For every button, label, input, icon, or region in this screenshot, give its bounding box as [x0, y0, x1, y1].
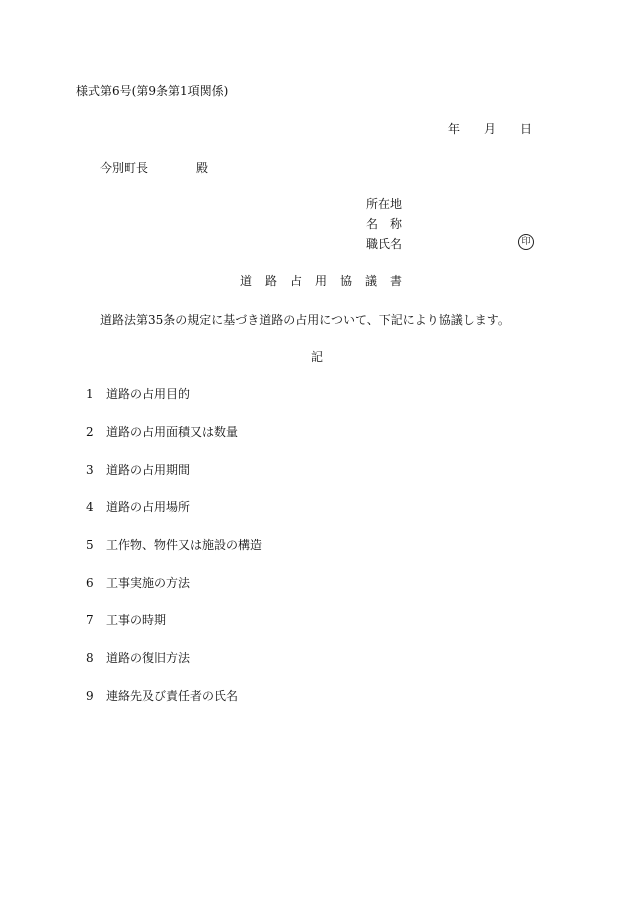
addressee-name: 今別町長	[100, 161, 149, 175]
list-item	[86, 650, 190, 666]
date-line	[448, 121, 532, 137]
item-label: 道路の占用面積又は数量	[106, 425, 239, 439]
list-item	[86, 499, 190, 515]
applicant-address-label: 所在地	[366, 197, 403, 211]
addressee-honorific: 殿	[196, 161, 209, 175]
form-number: 様式第6号(第9条第1項関係)	[76, 84, 229, 98]
item-label: 連絡先及び責任者の氏名	[106, 689, 239, 703]
item-label: 道路の占用目的	[106, 387, 191, 401]
item-number: 7	[86, 613, 94, 627]
item-number: 8	[86, 651, 94, 665]
item-label: 道路の占用期間	[106, 463, 191, 477]
body-text: 道路法第35条の規定に基づき道路の占用について、下記により協議します。	[100, 313, 510, 327]
item-label: 道路の復旧方法	[106, 651, 191, 665]
item-label: 工事実施の方法	[106, 576, 191, 590]
item-label: 工事の時期	[106, 613, 167, 627]
list-item	[86, 424, 238, 440]
item-number: 2	[86, 425, 94, 439]
item-number: 9	[86, 689, 94, 703]
list-item	[86, 537, 262, 553]
applicant-representative-label: 職氏名	[366, 237, 403, 251]
list-item	[86, 688, 238, 704]
item-label: 道路の占用場所	[106, 500, 191, 514]
list-item	[86, 386, 190, 402]
item-label: 工作物、物件又は施設の構造	[106, 538, 263, 552]
seal-mark: 印	[518, 234, 534, 250]
item-number: 1	[86, 387, 94, 401]
ki-label: 記	[311, 350, 324, 364]
item-number: 6	[86, 576, 94, 590]
applicant-name-label: 名 称	[366, 217, 403, 231]
item-number: 5	[86, 538, 94, 552]
item-number: 3	[86, 463, 94, 477]
date-day-label: 日	[520, 122, 533, 136]
list-item	[86, 462, 190, 478]
document-title: 道路占用協議書	[240, 274, 416, 288]
list-item	[86, 575, 190, 591]
date-year-label: 年	[448, 122, 461, 136]
date-month-label: 月	[484, 122, 497, 136]
list-item	[86, 612, 166, 628]
item-number: 4	[86, 500, 94, 514]
addressee	[100, 160, 208, 176]
